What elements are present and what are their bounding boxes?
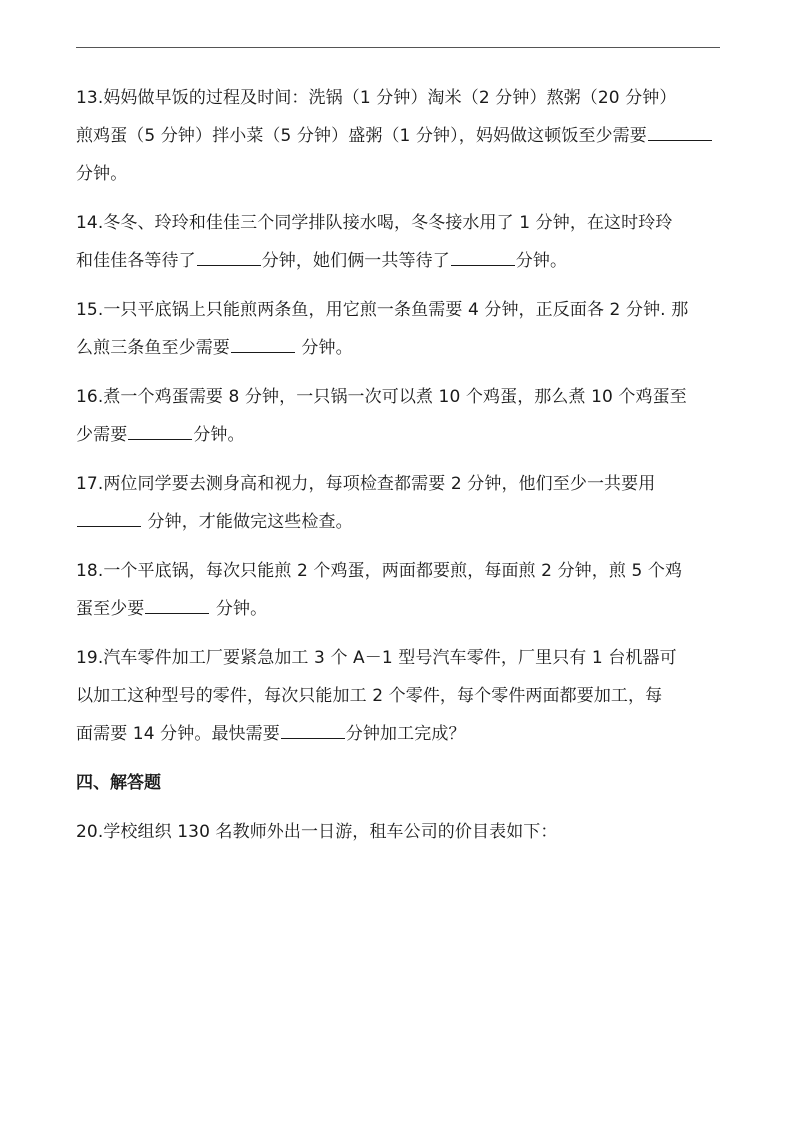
question-text: 分钟，她们俩一共等待了 (261, 251, 450, 271)
question-14 (76, 204, 722, 280)
question-15 (76, 291, 722, 367)
question-text: 分钟。 (193, 425, 245, 445)
question-line (76, 242, 722, 280)
question-text: 13.妈妈做早饭的过程及时间：洗锅（1 分钟）淘米（2 分钟）熬粥（20 分钟） (76, 88, 677, 108)
question-text: 么煎三条鱼至少需要 (76, 338, 230, 358)
question-line (76, 465, 722, 503)
question-line (76, 416, 722, 454)
question-text: 煎鸡蛋（5 分钟）拌小菜（5 分钟）盛粥（1 分钟），妈妈做这顿饭至少需要 (76, 126, 647, 146)
question-20-text: 20.学校组织 130 名教师外出一日游，租车公司的价目表如下： (76, 822, 558, 842)
question-text: 少需要 (76, 425, 128, 445)
question-19 (76, 639, 722, 753)
question-18 (76, 552, 722, 628)
question-text: 17.两位同学要去测身高和视力，每项检查都需要 2 分钟，他们至少一共要用 (76, 474, 656, 494)
question-text: 分钟。 (210, 599, 268, 619)
question-text: 14.冬冬、玲玲和佳佳三个同学排队接水喝，冬冬接水用了 1 分钟，在这时玲玲 (76, 213, 673, 233)
question-text: 18.一个平底锅，每次只能煎 2 个鸡蛋，两面都要煎，每面煎 2 分钟，煎 5 个鸡 (76, 561, 683, 581)
question-line (76, 715, 722, 753)
question-line (76, 378, 722, 416)
question-line (76, 155, 722, 193)
question-text: 16.煮一个鸡蛋需要 8 分钟，一只锅一次可以煮 10 个鸡蛋，那么煮 10 个鸡蛋至 (76, 387, 687, 407)
question-20 (76, 813, 722, 851)
question-text: 蛋至少要 (76, 599, 145, 619)
answer-blank[interactable] (281, 737, 345, 739)
question-line (76, 329, 722, 367)
content-area (76, 79, 722, 862)
question-list (76, 79, 722, 753)
question-text: 和佳佳各等待了 (76, 251, 196, 271)
answer-blank[interactable] (77, 525, 141, 527)
answer-blank[interactable] (145, 612, 209, 614)
question-text: 15.一只平底锅上只能煎两条鱼，用它煎一条鱼需要 4 分钟，正反面各 2 分钟. 那 (76, 300, 689, 320)
question-line (76, 552, 722, 590)
question-line (76, 590, 722, 628)
header-rule (76, 47, 720, 48)
answer-blank[interactable] (128, 438, 192, 440)
question-text: 分钟。 (295, 338, 353, 358)
question-line (76, 79, 722, 117)
question-line (76, 677, 722, 715)
question-text: 19.汽车零件加工厂要紧急加工 3 个 A－1 型号汽车零件，厂里只有 1 台机器可 (76, 648, 677, 668)
question-line (76, 204, 722, 242)
question-line (76, 503, 722, 541)
answer-blank[interactable] (451, 264, 515, 266)
question-line (76, 291, 722, 329)
question-text: 以加工这种型号的零件，每次只能加工 2 个零件，每个零件两面都要加工，每 (76, 686, 663, 706)
question-line (76, 639, 722, 677)
answer-blank[interactable] (231, 351, 295, 353)
question-16 (76, 378, 722, 454)
answer-blank[interactable] (197, 264, 261, 266)
section-title: 四、解答题 (76, 773, 161, 793)
question-text: 分钟加工完成？ (345, 724, 466, 744)
question-text: 分钟。 (76, 164, 128, 184)
question-line (76, 117, 722, 155)
question-text: 分钟。 (515, 251, 568, 271)
question-text: 分钟，才能做完这些检查。 (142, 512, 353, 532)
question-text: 面需要 14 分钟。最快需要 (76, 724, 280, 744)
question-17 (76, 465, 722, 541)
answer-blank[interactable] (648, 139, 712, 141)
question-13 (76, 79, 722, 193)
